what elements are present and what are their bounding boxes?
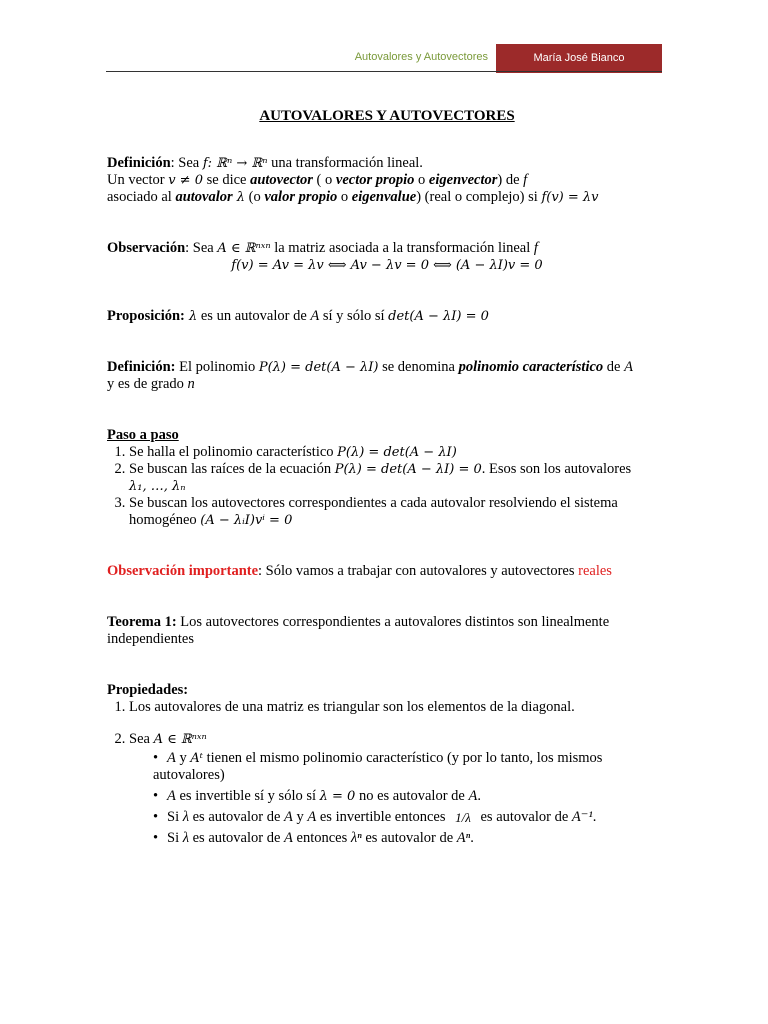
- step-math: λ₁, …, λₙ: [129, 479, 186, 494]
- bullet-text: y: [292, 809, 308, 825]
- bullet-math: A: [468, 788, 478, 804]
- bullet-text: no es autovalor de: [355, 788, 469, 804]
- list-item: [129, 699, 667, 716]
- obs1-text: la matriz asociada a la transformación lineal: [270, 240, 534, 256]
- bullet-math: Aᵗ: [190, 751, 203, 766]
- prop-item-math: A ∈ ℝⁿˣⁿ: [153, 732, 207, 747]
- def1-term: vector propio: [335, 172, 415, 188]
- step-math: P(λ) = det(A − λI) = 0: [334, 462, 482, 477]
- thm-text: Los autovectores correspondientes a autovalores distintos son linealmente: [176, 614, 610, 630]
- definition-polynomial: [107, 359, 667, 393]
- def1-math: f: [523, 172, 528, 188]
- prop-text: es un autovalor de: [197, 308, 311, 324]
- def1-text: ( o: [312, 172, 336, 188]
- prop-math: det(A − λI) = 0: [388, 309, 489, 324]
- bullet-text: entonces: [292, 830, 351, 847]
- bullet-text: es autovalor de: [476, 809, 572, 825]
- prop-label: Proposición:: [107, 308, 185, 324]
- def2-label: Definición:: [107, 359, 176, 375]
- bullet-text: es invertible sí y sólo sí: [175, 788, 320, 804]
- step-text: Se halla el polinomio característico: [129, 444, 338, 460]
- def1-term: eigenvector: [428, 172, 498, 188]
- header-topic: Autovalores y Autovectores: [354, 51, 488, 63]
- bullet-text: es invertible entonces: [316, 809, 450, 825]
- bullet-math: A: [284, 830, 293, 847]
- prop-text: sí y sólo sí: [319, 308, 389, 324]
- def2-math: A: [624, 359, 633, 375]
- def1-text: o: [337, 189, 352, 205]
- def1-term: eigenvalue: [351, 189, 417, 205]
- list-item: [129, 444, 667, 461]
- def1-text: ) (real o complejo) si: [416, 189, 542, 205]
- steps-title: Paso a paso: [107, 427, 179, 443]
- properties: [107, 682, 667, 847]
- theorem-1: [107, 614, 667, 648]
- document-body: [107, 108, 667, 851]
- bullet-text: tienen el mismo polinomio característico (y por lo tanto, los mismos: [202, 750, 603, 766]
- bullet-math: A: [167, 750, 176, 766]
- bullet-item: [167, 830, 667, 847]
- bullet-text: es autovalor de: [189, 830, 285, 847]
- bullet-math: A: [284, 809, 293, 825]
- bullet-math: A: [307, 809, 317, 825]
- def2-text: El polinomio: [175, 359, 259, 375]
- definition-autovector: [107, 155, 667, 206]
- bullet-text: .: [592, 809, 597, 825]
- step-math: P(λ) = det(A − λI): [337, 445, 457, 460]
- def1-text: asociado al: [107, 189, 176, 205]
- def2-math: n: [187, 376, 195, 392]
- proposition: [107, 308, 667, 325]
- def2-text: se denomina: [378, 359, 459, 375]
- obs1-label: Observación: [107, 240, 186, 256]
- header-author: María José Bianco: [496, 44, 662, 73]
- def2-text: y es de grado: [107, 376, 188, 392]
- def1-term: autovalor: [175, 189, 233, 205]
- step-by-step: [107, 427, 667, 529]
- thm-label: Teorema 1:: [107, 614, 177, 630]
- bullet-text: .: [470, 830, 474, 847]
- def1-math: v ≠ 0: [168, 173, 203, 188]
- obs1-math: A ∈ ℝⁿˣⁿ: [217, 241, 271, 256]
- bullet-text: Si: [167, 830, 183, 847]
- bullet-text: Si: [167, 809, 183, 825]
- bullet-math: λ: [182, 830, 189, 847]
- list-item: [129, 461, 667, 495]
- bullet-text: autovalores): [153, 767, 225, 783]
- bullet-fraction: 1/λ: [455, 810, 471, 826]
- obs2-text: : Sólo vamos a trabajar con autovalores y autovectores: [258, 563, 579, 579]
- def1-text: Un vector: [107, 172, 169, 188]
- bullet-item: [153, 750, 667, 784]
- def1-text: ) de: [497, 172, 524, 188]
- def2-math: P(λ) = det(A − λI): [258, 360, 379, 375]
- def1-math: f(v) = λv: [541, 190, 599, 205]
- prop-math: A: [310, 308, 320, 324]
- list-item: [129, 495, 667, 529]
- def1-text: o: [414, 172, 429, 188]
- observation-matrix: [107, 240, 667, 274]
- def1-math: λ: [232, 190, 246, 205]
- def1-text: : Sea: [170, 155, 203, 171]
- step-text: homogéneo: [129, 512, 201, 528]
- bullet-math: A: [167, 788, 176, 804]
- obs2-highlight: reales: [578, 563, 612, 579]
- obs2-label: Observación importante: [107, 563, 259, 579]
- bullet-text: y: [175, 750, 191, 766]
- step-math: (A − λᵢI)vⁱ = 0: [200, 513, 293, 528]
- step-text: Se buscan los autovectores correspondientes a cada autovalor resolviendo el sistema: [129, 495, 618, 511]
- page-title: AUTOVALORES Y AUTOVECTORES: [259, 108, 515, 124]
- thm-text: independientes: [107, 631, 194, 647]
- prop-item-text: Los autovalores de una matriz es triangular son los elementos de la diagonal.: [129, 699, 575, 715]
- bullet-math: λ = 0: [319, 789, 356, 804]
- obs1-equation: f(v) = Av = λv ⟺ Av − λv = 0 ⟺ (A − λI)v = 0: [231, 258, 543, 273]
- def2-text: de: [603, 359, 625, 375]
- props-title: Propiedades:: [107, 682, 189, 698]
- def1-math: f: ℝⁿ → ℝⁿ: [202, 156, 268, 171]
- page-header: [106, 44, 662, 73]
- step-text: Se buscan las raíces de la ecuación: [129, 461, 335, 477]
- bullet-math: Aⁿ: [456, 830, 471, 847]
- header-rule: [106, 71, 662, 72]
- bullet-text: es autovalor de: [361, 830, 457, 847]
- def2-term: polinomio característico: [458, 359, 604, 375]
- def1-text: se dice: [202, 172, 251, 188]
- bullet-math: A⁻¹: [571, 809, 593, 825]
- bullet-math: λ: [182, 809, 189, 825]
- obs1-math: f: [533, 240, 538, 256]
- bullet-text: .: [477, 788, 481, 804]
- important-observation: [107, 563, 667, 580]
- def1-label: Definición: [107, 155, 171, 171]
- def1-term: autovector: [250, 172, 313, 188]
- prop-math: λ: [184, 309, 198, 324]
- step-text: . Esos son los autovalores: [481, 461, 632, 477]
- bullet-math: λⁿ: [350, 830, 362, 847]
- list-item: [129, 731, 667, 847]
- prop-item-text: Sea: [129, 731, 154, 747]
- def1-text: una transformación lineal.: [267, 155, 423, 171]
- bullet-item: [167, 788, 667, 805]
- bullet-item: [167, 809, 667, 826]
- def1-text: (o: [245, 189, 265, 205]
- def1-term: valor propio: [264, 189, 338, 205]
- bullet-text: es autovalor de: [189, 809, 285, 825]
- obs1-text: : Sea: [185, 240, 218, 256]
